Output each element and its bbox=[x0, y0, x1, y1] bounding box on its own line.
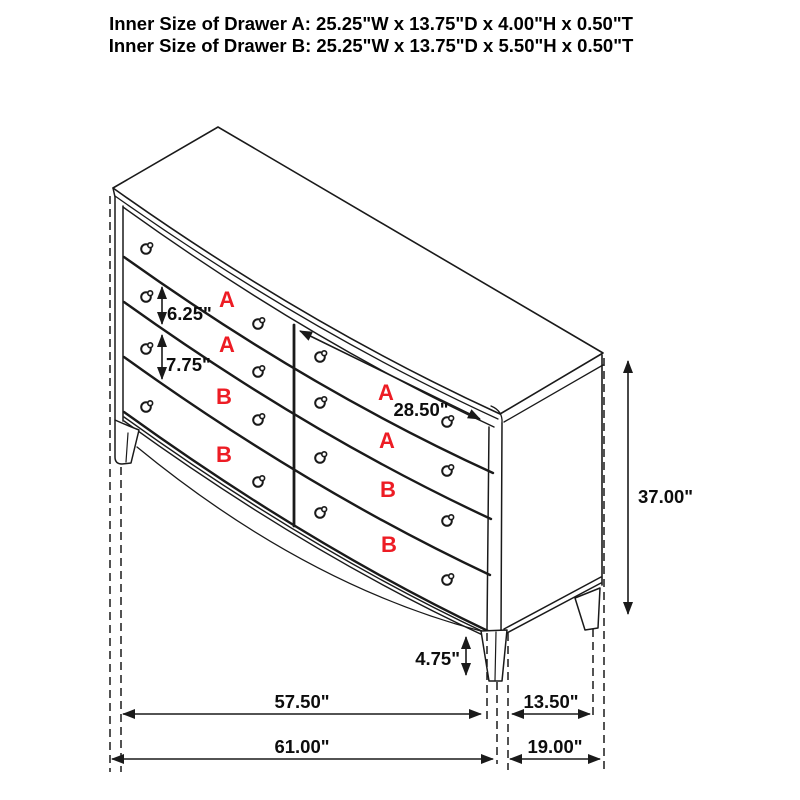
leg-height-label: 4.75" bbox=[415, 648, 460, 669]
front-leg-span-label: 57.50" bbox=[274, 691, 330, 712]
overall-depth-label: 19.00" bbox=[527, 736, 583, 757]
cabinet-silhouette bbox=[113, 127, 603, 637]
drawer-label-left-3: B bbox=[216, 384, 232, 409]
dresser-illustration bbox=[113, 127, 603, 681]
drawer-label-right-4: B bbox=[381, 532, 397, 557]
side-leg-span-label: 13.50" bbox=[523, 691, 579, 712]
drawer-a-height-label: 6.25" bbox=[167, 303, 212, 324]
overall-width-label: 61.00" bbox=[274, 736, 330, 757]
overall-height-label: 37.00" bbox=[638, 486, 694, 507]
drawer-label-left-1: A bbox=[219, 287, 235, 312]
drawer-label-right-1: A bbox=[378, 380, 394, 405]
drawer-b-height-label: 7.75" bbox=[166, 354, 211, 375]
drawer-label-right-3: B bbox=[380, 477, 396, 502]
drawer-label-right-2: A bbox=[379, 428, 395, 453]
inner-size-drawer-a-text: Inner Size of Drawer A: 25.25"W x 13.75"D x 4.00"H x 0.50"T bbox=[109, 13, 633, 34]
drawer-opening-width-label: 28.50" bbox=[393, 399, 449, 420]
front-right-leg bbox=[481, 630, 507, 681]
drawer-label-left-2: A bbox=[219, 332, 235, 357]
drawer-label-left-4: B bbox=[216, 442, 232, 467]
header bbox=[109, 13, 634, 56]
inner-size-drawer-b-text: Inner Size of Drawer B: 25.25"W x 13.75"D x 5.50"H x 0.50"T bbox=[108, 35, 634, 56]
